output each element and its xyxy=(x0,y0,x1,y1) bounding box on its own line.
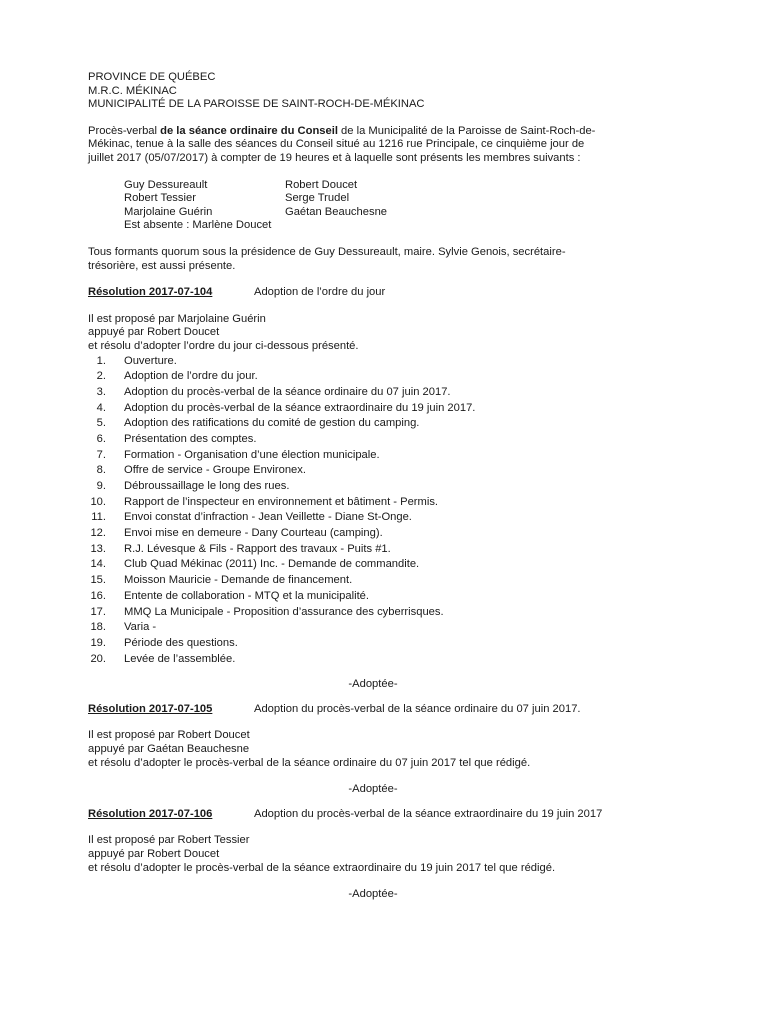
agenda-item: 17. MMQ La Municipale - Proposition d’assurance des cyberrisques. xyxy=(90,605,444,618)
intro-bold: de la séance ordinaire du Conseil xyxy=(160,124,338,137)
member-name: Robert Doucet xyxy=(285,178,358,191)
quorum-paragraph: Tous formants quorum sous la présidence de Guy Dessureault, maire. Sylvie Genois, secrétaire- trésorière, est aussi présente. xyxy=(88,245,566,272)
agenda-item: 20. Levée de l’assemblée. xyxy=(90,652,236,665)
agenda-item: 4. Adoption du procès-verbal de la séance extraordinaire du 19 juin 2017. xyxy=(96,401,476,414)
member-name: Gaétan Beauchesne xyxy=(285,205,388,218)
agenda-item: 5. Adoption des ratifications du comité de gestion du camping. xyxy=(96,417,420,430)
agenda-list xyxy=(88,354,658,668)
resolution-title: Adoption de l’ordre du jour xyxy=(254,286,386,299)
intro-paragraph: Procès-verbal de la séance ordinaire du Conseil de la Municipalité de la Paroisse de Saint-Roch-de- Mékinac, tenue à la salle des séances du Conseil situé au 1216 rue Principale, ce cinquième jour de juillet 2017 (05/07/2017) à compter de 19 heures et à laquelle sont présents les membres suivants : xyxy=(88,124,596,164)
resolution-body: Il est proposé par Robert Tessier appuyé par Robert Doucet et résolu d’adopter le procès-verbal de la séance extraordinaire du 19 juin 2017 tel que rédigé. xyxy=(88,834,556,874)
resolution-body: Il est proposé par Robert Doucet appuyé par Gaétan Beauchesne et résolu d’adopter le procès-verbal de la séance ordinaire du 07 juin 2017 tel que rédigé. xyxy=(88,729,531,769)
agenda-item: 12. Envoi mise en demeure - Dany Courteau (camping). xyxy=(90,527,383,540)
header-province: PROVINCE DE QUÉBEC xyxy=(88,71,216,83)
absent-member: Est absente : Marlène Doucet xyxy=(124,219,272,232)
resolution-number: Résolution 2017-07-104 xyxy=(88,286,213,299)
resolution-number: Résolution 2017-07-106 xyxy=(88,807,213,820)
resolution-heading xyxy=(88,286,658,300)
resolution-heading xyxy=(88,808,658,822)
agenda-item: 15. Moisson Mauricie - Demande de financement. xyxy=(90,574,353,587)
resolution-title: Adoption du procès-verbal de la séance extraordinaire du 19 juin 2017 xyxy=(254,807,603,820)
resolution-body: Il est proposé par Marjolaine Guérin appuyé par Robert Doucet et résolu d’adopter l’ordre du jour ci-dessous présenté. xyxy=(88,312,359,352)
agenda-item: 9. Débroussaillage le long des rues. xyxy=(96,480,290,492)
agenda-item: 7. Formation - Organisation d’une élection municipale. xyxy=(96,448,380,461)
member-name: Guy Dessureault xyxy=(124,178,208,191)
agenda-item: 6. Présentation des comptes. xyxy=(96,432,257,445)
resolution-title: Adoption du procès-verbal de la séance ordinaire du 07 juin 2017. xyxy=(254,702,581,715)
agenda-item: 19. Période des questions. xyxy=(90,636,238,649)
header-municipality: MUNICIPALITÉ DE LA PAROISSE DE SAINT-ROCH-DE-MÉKINAC xyxy=(88,98,425,111)
agenda-item: 14. Club Quad Mékinac (2011) Inc. - Demande de commandite. xyxy=(90,558,420,571)
member-name: Serge Trudel xyxy=(285,192,350,205)
agenda-item: 13. R.J. Lévesque & Fils - Rapport des travaux - Puits #1. xyxy=(90,542,391,555)
agenda-item: 11. Envoi constat d’infraction - Jean Veillette - Diane St-Onge. xyxy=(91,511,412,524)
adopted-label: -Adoptée- xyxy=(348,783,398,796)
document-header xyxy=(88,71,658,112)
document-page xyxy=(88,71,658,902)
agenda-item: 8. Offre de service - Groupe Environex. xyxy=(96,464,306,477)
agenda-item: 16. Entente de collaboration - MTQ et la municipalité. xyxy=(90,589,370,602)
agenda-item: 2. Adoption de l’ordre du jour. xyxy=(96,370,258,383)
adopted-label: -Adoptée- xyxy=(348,678,398,691)
resolution-heading xyxy=(88,703,658,717)
agenda-item: 18. Varia - xyxy=(90,621,157,634)
member-name: Robert Tessier xyxy=(124,192,196,205)
agenda-item: 10. Rapport de l’inspecteur en environnement et bâtiment - Permis. xyxy=(90,495,439,508)
member-name: Marjolaine Guérin xyxy=(124,205,213,218)
members-list xyxy=(124,179,658,233)
agenda-item: 1. Ouverture. xyxy=(96,354,177,367)
resolution-number: Résolution 2017-07-105 xyxy=(88,702,213,715)
agenda-item: 3. Adoption du procès-verbal de la séance ordinaire du 07 juin 2017. xyxy=(96,385,451,398)
header-mrc: M.R.C. MÉKINAC xyxy=(88,84,177,97)
adopted-label: -Adoptée- xyxy=(348,888,398,901)
